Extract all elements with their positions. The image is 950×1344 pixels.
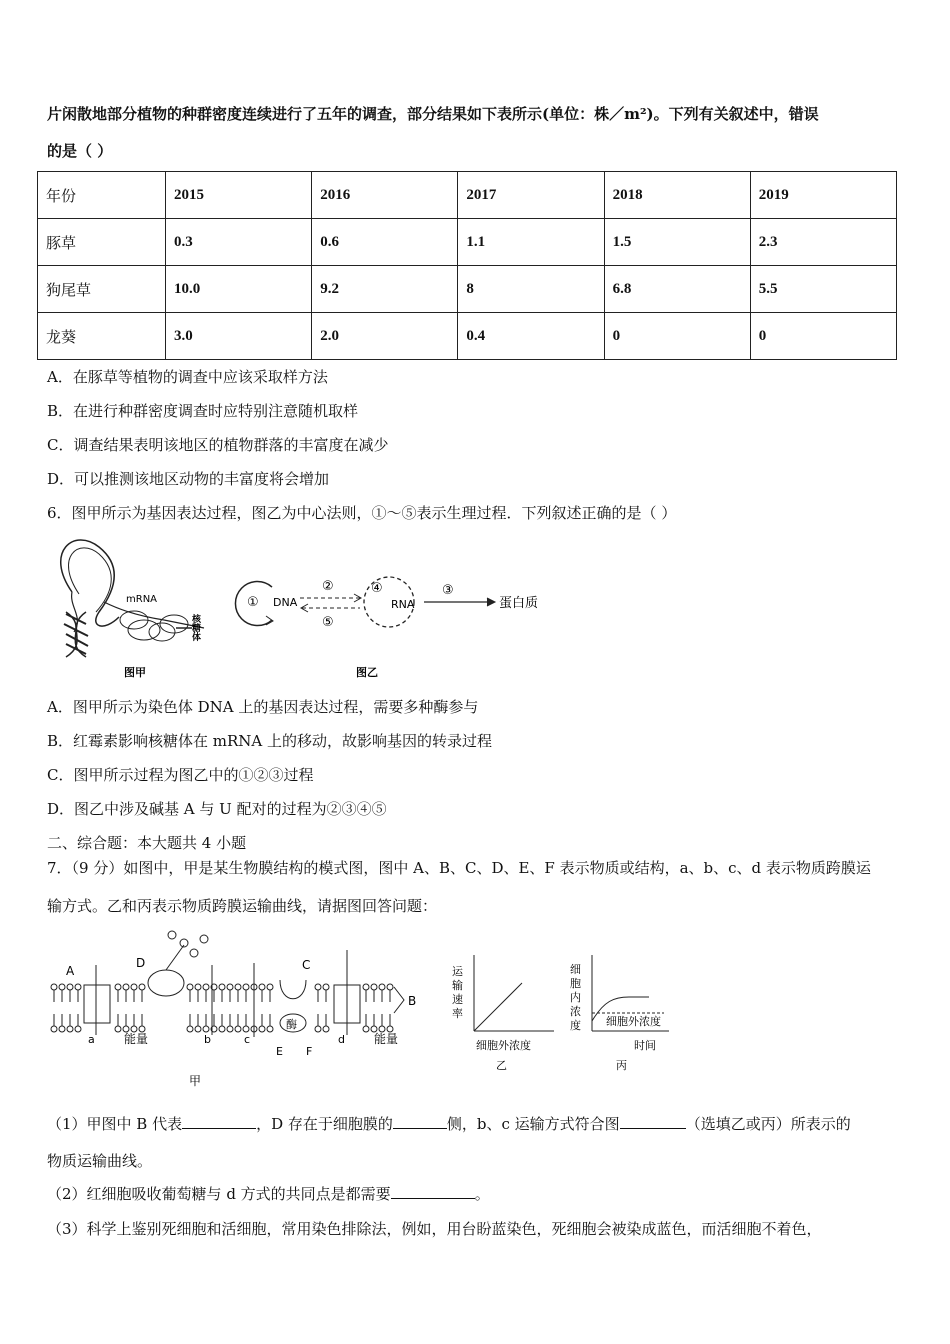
phospholipid-head xyxy=(123,984,129,990)
table-cell: 0.6 xyxy=(312,219,458,266)
yi-xlabel: 细胞外浓度 xyxy=(476,1039,531,1052)
phospholipid-head xyxy=(115,984,121,990)
label-D: D xyxy=(136,956,146,970)
sugar-chain xyxy=(166,945,184,970)
q6-option-b: B．红霉素影响核糖体在 mRNA 上的移动，故影响基因的转录过程 xyxy=(47,732,493,750)
phospholipid-head xyxy=(51,1026,57,1032)
q7-sub2-text-a: （2）红细胞吸收葡萄糖与 d 方式的共同点是都需要 xyxy=(47,1185,391,1203)
phospholipid-head xyxy=(243,984,249,990)
answer-blank[interactable] xyxy=(393,1114,447,1129)
ribosome-2 xyxy=(128,620,160,640)
table-cell: 2015 xyxy=(166,172,312,219)
table-cell: 8 xyxy=(458,266,604,313)
q6-stem: 6．图甲所示为基因表达过程，图乙为中心法则，①～⑤表示生理过程．下列叙述正确的是（ ） xyxy=(47,504,677,522)
table-cell: 5.5 xyxy=(750,266,896,313)
phospholipid-head xyxy=(235,1026,241,1032)
phospholipid-head xyxy=(227,984,233,990)
table-cell: 0 xyxy=(604,313,750,360)
table-cell: 1.1 xyxy=(458,219,604,266)
phospholipid-head xyxy=(219,984,225,990)
table-row xyxy=(38,313,897,360)
table-cell: 0 xyxy=(750,313,896,360)
ribosome-label: 核糖体 xyxy=(190,614,200,641)
phospholipid-head xyxy=(387,984,393,990)
label-F: F xyxy=(306,1045,313,1058)
answer-blank[interactable] xyxy=(182,1114,256,1129)
enzyme-protein xyxy=(280,980,306,999)
bing-caption: 丙 xyxy=(616,1059,627,1072)
table-cell: 狗尾草 xyxy=(38,266,166,313)
carrier-a xyxy=(84,985,110,1023)
phospholipid-head xyxy=(219,1026,225,1032)
phospholipid-head xyxy=(235,984,241,990)
yi-line xyxy=(474,983,522,1031)
phospholipid-head xyxy=(227,1026,233,1032)
answer-blank[interactable] xyxy=(391,1184,475,1199)
phospholipid-head xyxy=(131,984,137,990)
q7-sub1-text-d: （选填乙或丙）所表示的 xyxy=(685,1115,851,1133)
phospholipid-head xyxy=(67,984,73,990)
table-cell: 2.3 xyxy=(750,219,896,266)
phospholipid-head xyxy=(259,984,265,990)
q7-sub3: （3）科学上鉴别死细胞和活细胞，常用染色排除法，例如，用台盼蓝染色，死细胞会被染成蓝色，而活细胞不着色， xyxy=(47,1220,822,1238)
phospholipid-head xyxy=(67,1026,73,1032)
bing-ylabel: 内 xyxy=(570,991,581,1004)
q6-option-a: A．图甲所示为染色体 DNA 上的基因表达过程，需要多种酶参与 xyxy=(47,698,479,716)
bing-ylabel: 胞 xyxy=(570,977,581,990)
label-C: C xyxy=(302,958,311,972)
label-b: b xyxy=(204,1033,211,1046)
circle-5: ⑤ xyxy=(322,615,334,630)
table-cell: 年份 xyxy=(38,172,166,219)
phospholipid-head xyxy=(323,1026,329,1032)
fig-jia-caption: 甲 xyxy=(189,1074,202,1088)
q7-sub1-text-b: ，D 存在于细胞膜的 xyxy=(256,1115,393,1133)
label-c: c xyxy=(244,1033,251,1046)
phospholipid-head xyxy=(59,984,65,990)
q7-sub2 xyxy=(47,1183,490,1204)
table-cell: 10.0 xyxy=(166,266,312,313)
label-a: a xyxy=(88,1033,95,1046)
glycoprotein-d xyxy=(148,970,184,996)
phospholipid-head xyxy=(267,1026,273,1032)
phospholipid-head xyxy=(187,1026,193,1032)
enzyme-label: 酶 xyxy=(286,1018,297,1031)
sugar-chain xyxy=(168,931,176,939)
table-cell: 2016 xyxy=(312,172,458,219)
label-E: E xyxy=(276,1045,283,1058)
phospholipid-head xyxy=(203,1026,209,1032)
bing-ylabel: 浓 xyxy=(570,1005,581,1018)
table-cell: 1.5 xyxy=(604,219,750,266)
phospholipid-head xyxy=(187,984,193,990)
phospholipid-head xyxy=(75,984,81,990)
q7-sub1-text-a: （1）甲图中 B 代表 xyxy=(47,1115,183,1133)
table-cell: 6.8 xyxy=(604,266,750,313)
q6-option-d: D．图乙中涉及碱基 A 与 U 配对的过程为②③④⑤ xyxy=(47,800,387,818)
bing-legend: 细胞外浓度 xyxy=(606,1015,661,1028)
phospholipid-head xyxy=(363,984,369,990)
phospholipid-head xyxy=(315,984,321,990)
q5-option-a: A．在豚草等植物的调查中应该采取样方法 xyxy=(47,368,328,386)
phospholipid-head xyxy=(115,1026,121,1032)
yi-ylabel: 输 xyxy=(452,979,463,992)
phospholipid-head xyxy=(243,1026,249,1032)
q7-sub2-text-b: 。 xyxy=(474,1185,490,1203)
phospholipid-head xyxy=(59,1026,65,1032)
phospholipid-head xyxy=(323,984,329,990)
fig-jia-caption: 图甲 xyxy=(124,666,146,679)
q7-sub1-line1 xyxy=(47,1113,851,1134)
bracket-b xyxy=(394,987,404,1013)
q6-option-c: C．图甲所示过程为图乙中的①②③过程 xyxy=(47,766,314,784)
bing-xlabel: 时间 xyxy=(634,1039,656,1052)
circle-1: ① xyxy=(247,595,259,610)
rna-label: RNA xyxy=(391,598,415,611)
table-cell: 龙葵 xyxy=(38,313,166,360)
phospholipid-head xyxy=(379,984,385,990)
table-cell: 2.0 xyxy=(312,313,458,360)
table-header-row xyxy=(38,172,897,219)
label-d: d xyxy=(338,1033,345,1046)
phospholipid-head xyxy=(195,984,201,990)
density-table xyxy=(37,171,897,360)
phospholipid-head xyxy=(315,1026,321,1032)
membrane-transport-figure xyxy=(44,925,684,1093)
q5-option-b: B．在进行种群密度调查时应特别注意随机取样 xyxy=(47,402,359,420)
sugar-chain xyxy=(190,949,198,957)
label-B: B xyxy=(408,994,417,1008)
table-cell: 2019 xyxy=(750,172,896,219)
bing-ylabel: 细 xyxy=(570,963,581,976)
q7-sub1-line2: 物质运输曲线。 xyxy=(47,1152,153,1170)
table-cell: 0.4 xyxy=(458,313,604,360)
table-cell: 豚草 xyxy=(38,219,166,266)
protein-label: 蛋白质 xyxy=(499,596,539,611)
arrow-head xyxy=(487,598,495,606)
fig-yi-caption: 图乙 xyxy=(356,666,378,679)
q5-option-c: C．调查结果表明该地区的植物群落的丰富度在减少 xyxy=(47,436,389,454)
circle-4: ④ xyxy=(371,581,383,596)
phospholipid-head xyxy=(75,1026,81,1032)
ribosome-4 xyxy=(149,623,175,641)
table-row xyxy=(38,266,897,313)
phospholipid-heads xyxy=(51,984,393,1032)
q7-sub1-text-c: 侧，b、c 运输方式符合图 xyxy=(446,1115,620,1133)
answer-blank[interactable] xyxy=(620,1114,686,1129)
table-cell: 0.3 xyxy=(166,219,312,266)
table-cell: 2018 xyxy=(604,172,750,219)
dna-label: DNA xyxy=(273,596,298,609)
chromatin-loop xyxy=(61,540,119,626)
sugar-chain xyxy=(200,935,208,943)
phospholipid-head xyxy=(363,1026,369,1032)
yi-caption: 乙 xyxy=(496,1059,507,1072)
phospholipid-head xyxy=(195,1026,201,1032)
bing-ylabel: 度 xyxy=(570,1019,581,1032)
yi-ylabel: 率 xyxy=(452,1007,463,1020)
mrna-label: mRNA xyxy=(126,594,158,605)
q7-stem-line1: 7．（9 分）如图中，甲是某生物膜结构的模式图，图中 A、B、C、D、E、F 表示物质或结构，a、b、c、d 表示物质跨膜运 xyxy=(47,859,871,877)
label-A: A xyxy=(66,964,75,978)
q5-stem-line2: 的是（ ） xyxy=(47,142,113,160)
phospholipid-head xyxy=(51,984,57,990)
q5-option-d: D．可以推测该地区动物的丰富度将会增加 xyxy=(47,470,330,488)
energy-2-label: 能量 xyxy=(374,1032,399,1046)
table-cell: 2017 xyxy=(458,172,604,219)
yi-ylabel: 运 xyxy=(452,965,463,978)
phospholipid-head xyxy=(139,984,145,990)
phospholipid-head xyxy=(203,984,209,990)
table-cell: 9.2 xyxy=(312,266,458,313)
phospholipid-head xyxy=(259,1026,265,1032)
table-row xyxy=(38,219,897,266)
circle-3: ③ xyxy=(442,583,454,598)
phospholipid-head xyxy=(371,984,377,990)
mrna-strand xyxy=(104,602,204,628)
energy-1-label: 能量 xyxy=(124,1032,149,1046)
gene-expression-figure xyxy=(44,532,564,682)
circle-2: ② xyxy=(322,579,334,594)
yi-ylabel: 速 xyxy=(452,993,463,1006)
section-heading: 二、综合题：本大题共 4 小题 xyxy=(47,834,247,852)
q5-stem-line1: 片闲散地部分植物的种群密度连续进行了五年的调查，部分结果如下表所示(单位：株／m²)。下列有关叙述中，错误 xyxy=(47,105,819,123)
phospholipid-head xyxy=(267,984,273,990)
q7-stem-line2: 输方式。乙和丙表示物质跨膜运输曲线，请据图回答问题： xyxy=(47,897,438,915)
table-cell: 3.0 xyxy=(166,313,312,360)
